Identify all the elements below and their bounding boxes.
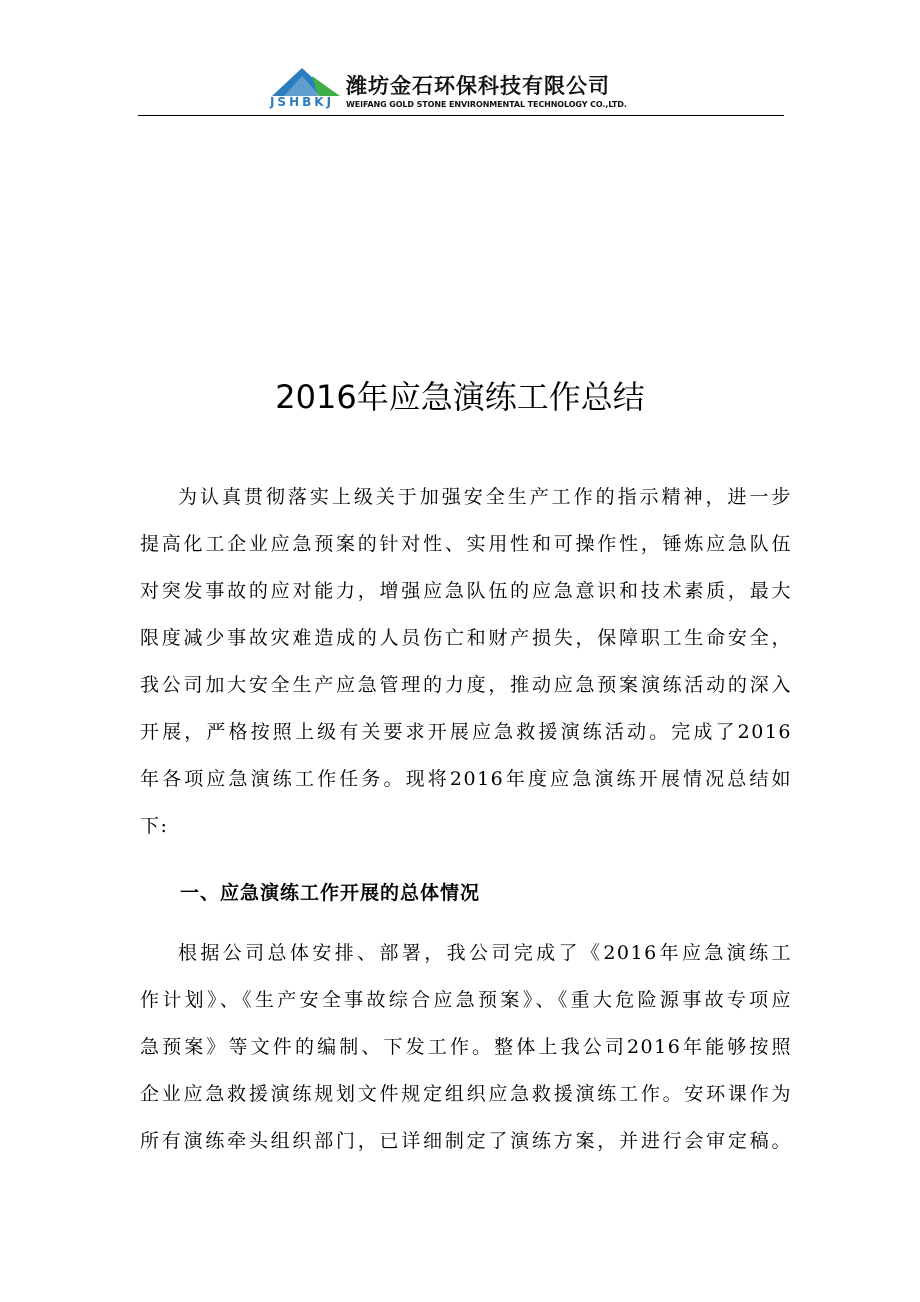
intro-line: 对突发事故的应对能力，增强应急队伍的应急意识和技术素质，最大 (140, 580, 792, 602)
section-heading: 一、应急演练工作开展的总体情况 (180, 882, 481, 904)
intro-line: 限度减少事故灾难造成的人员伤亡和财产损失，保障职工生命安全， (140, 627, 792, 649)
intro-line: 年各项应急演练工作任务。现将2016年度应急演练开展情况总结如 (140, 768, 792, 790)
document-title: 2016年应急演练工作总结 (275, 378, 645, 416)
company-name-english: WEIFANG GOLD STONE ENVIRONMENTAL TECHNOLOGY CO.,LTD. (346, 100, 627, 109)
section1-line: 作计划》、《生产安全事故综合应急预案》、《重大危险源事故专项应 (140, 989, 792, 1011)
section1-paragraph (140, 930, 792, 1165)
logo-letters: JSHBKJ (269, 95, 335, 109)
section1-line: 所有演练牵头组织部门，已详细制定了演练方案，并进行会审定稿。 (140, 1130, 792, 1152)
section1-line: 企业应急救援演练规划文件规定组织应急救援演练工作。安环课作为 (140, 1083, 792, 1105)
intro-line: 提高化工企业应急预案的针对性、实用性和可操作性，锤炼应急队伍 (140, 533, 792, 555)
company-name-chinese: 潍坊金石环保科技有限公司 (346, 74, 610, 98)
section1-line: 根据公司总体安排、部署，我公司完成了《2016年应急演练工 (178, 942, 792, 964)
header-rule (138, 115, 784, 116)
intro-paragraph (140, 474, 792, 850)
intro-line: 我公司加大安全生产应急管理的力度，推动应急预案演练活动的深入 (140, 674, 792, 696)
intro-line: 开展，严格按照上级有关要求开展应急救援演练活动。完成了2016 (140, 721, 792, 743)
page-header (138, 62, 784, 118)
intro-line: 下: (140, 815, 169, 837)
section1-line: 急预案》等文件的编制、下发工作。整体上我公司2016年能够按照 (140, 1036, 792, 1058)
intro-line: 为认真贯彻落实上级关于加强安全生产工作的指示精神，进一步 (178, 486, 792, 508)
